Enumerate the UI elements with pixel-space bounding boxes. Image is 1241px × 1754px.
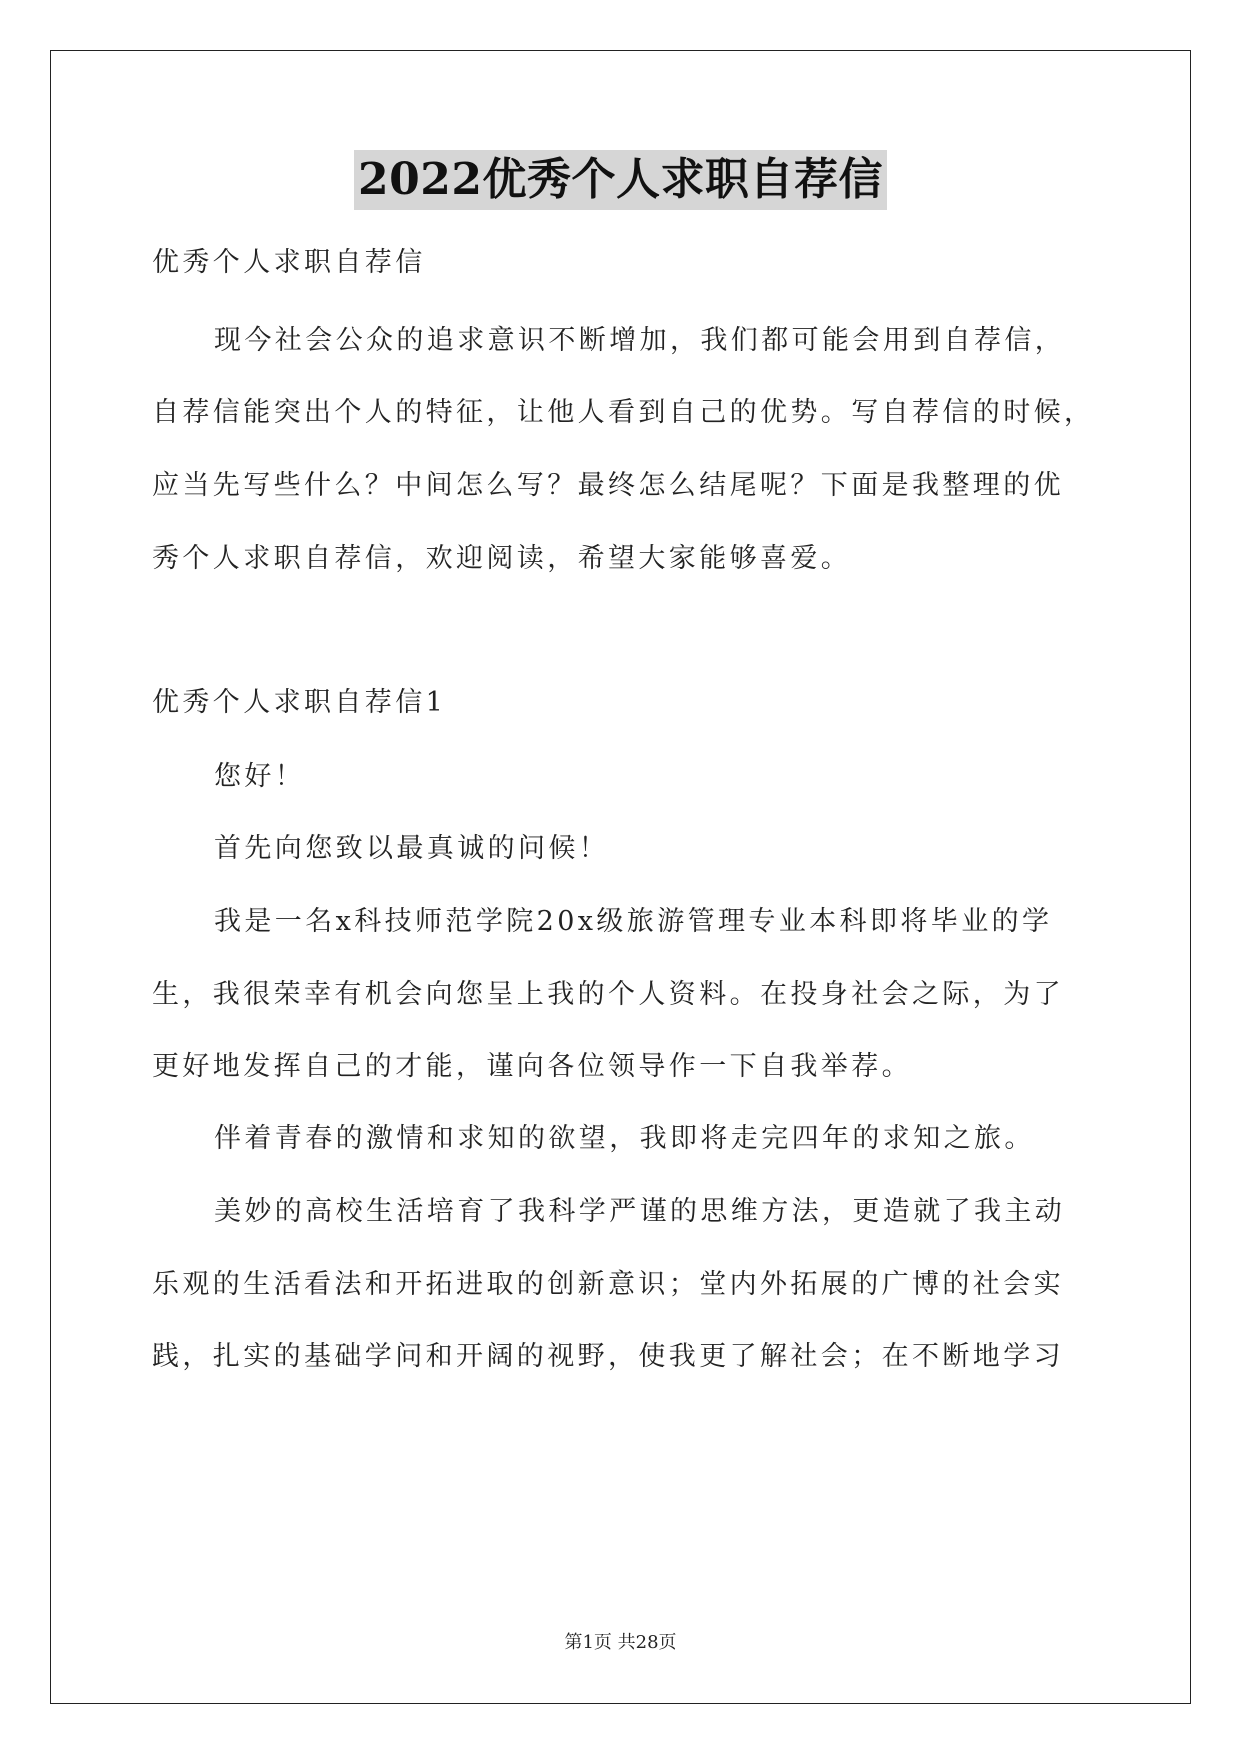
title-container (0, 150, 1241, 210)
paragraph-line: 我是一名x科技师范学院20x级旅游管理专业本科即将毕业的学 (214, 906, 1053, 937)
paragraph-line: 首先向您致以最真诚的问候！ (214, 833, 610, 864)
page-border (50, 50, 1191, 1704)
paragraph-line: 应当先写些什么？中间怎么写？最终怎么结尾呢？下面是我整理的优 (152, 470, 1064, 501)
paragraph-line: 践，扎实的基础学问和开阔的视野，使我更了解社会；在不断地学习 (152, 1341, 1064, 1372)
paragraph-line: 更好地发挥自己的才能，谨向各位领导作一下自我举荐。 (152, 1051, 912, 1082)
paragraph-line: 伴着青春的激情和求知的欲望，我即将走完四年的求知之旅。 (214, 1123, 1035, 1154)
document-title: 2022优秀个人求职自荐信 (354, 150, 887, 210)
greeting-line: 您好！ (214, 761, 306, 792)
page-number-footer: 第1页 共28页 (564, 1632, 677, 1653)
paragraph-line: 秀个人求职自荐信，欢迎阅读，希望大家能够喜爱。 (152, 543, 852, 574)
paragraph-line: 现今社会公众的追求意识不断增加，我们都可能会用到自荐信， (214, 325, 1066, 356)
paragraph-line: 生，我很荣幸有机会向您呈上我的个人资料。在投身社会之际，为了 (152, 979, 1064, 1010)
paragraph-line: 美妙的高校生活培育了我科学严谨的思维方法，更造就了我主动 (214, 1196, 1066, 1227)
section-heading: 优秀个人求职自荐信1 (152, 687, 447, 718)
subtitle-line: 优秀个人求职自荐信 (152, 247, 426, 278)
paragraph-line: 乐观的生活看法和开拓进取的创新意识；堂内外拓展的广博的社会实 (152, 1269, 1064, 1300)
paragraph-line: 自荐信能突出个人的特征，让他人看到自己的优势。写自荐信的时候， (152, 397, 1095, 428)
